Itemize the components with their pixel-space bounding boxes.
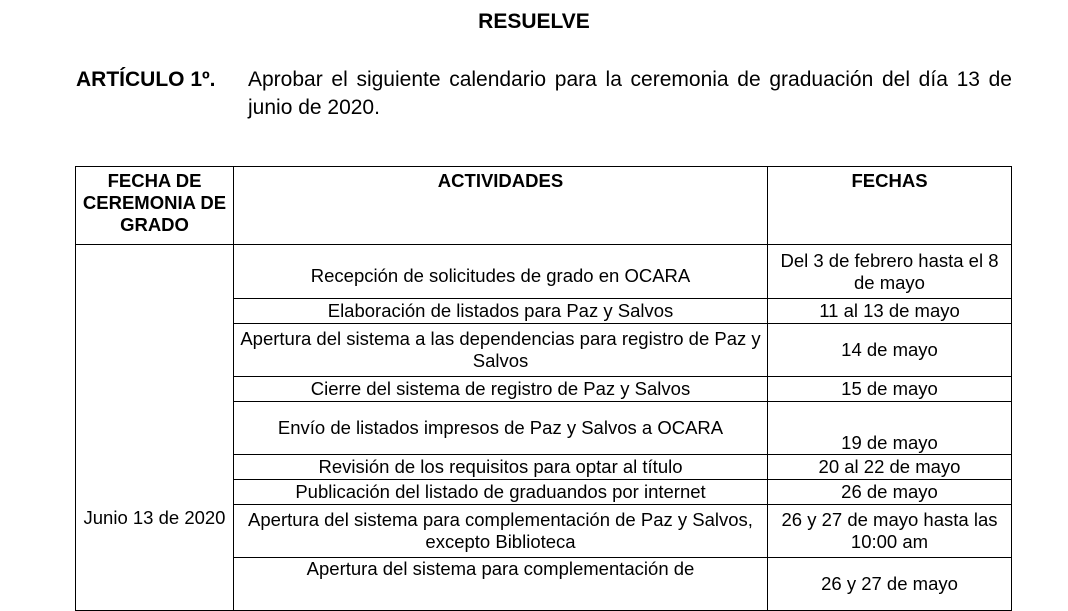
- activity-cell: Apertura del sistema para complementación de: [234, 558, 768, 611]
- table-header-row: [76, 167, 1012, 245]
- activity-cell: Apertura del sistema para complementación de Paz y Salvos, excepto Biblioteca: [234, 505, 768, 558]
- article-text: Aprobar el siguiente calendario para la ceremonia de graduación del día 13 de junio de 2020.: [248, 68, 1012, 119]
- activity-cell: Revisión de los requisitos para optar al título: [234, 455, 768, 480]
- date-cell: 14 de mayo: [768, 324, 1012, 377]
- activity-cell: Envío de listados impresos de Paz y Salvos a OCARA: [234, 402, 768, 455]
- activity-cell: Apertura del sistema a las dependencias para registro de Paz y Salvos: [234, 324, 768, 377]
- header-activities: ACTIVIDADES: [234, 167, 768, 245]
- activity-cell: Recepción de solicitudes de grado en OCARA: [234, 245, 768, 299]
- table-row: [76, 245, 1012, 299]
- date-cell: 26 y 27 de mayo hasta las 10:00 am: [768, 505, 1012, 558]
- date-cell: 20 al 22 de mayo: [768, 455, 1012, 480]
- activity-cell: Publicación del listado de graduandos por internet: [234, 480, 768, 505]
- header-dates: FECHAS: [768, 167, 1012, 245]
- date-cell: 26 de mayo: [768, 480, 1012, 505]
- ceremony-date-cell: Junio 13 de 2020: [76, 245, 234, 611]
- activity-cell: Elaboración de listados para Paz y Salvos: [234, 299, 768, 324]
- header-ceremony-date: FECHA DE CEREMONIA DE GRADO: [76, 167, 234, 245]
- date-cell: 11 al 13 de mayo: [768, 299, 1012, 324]
- date-cell: 19 de mayo: [768, 402, 1012, 455]
- date-cell: 26 y 27 de mayo: [768, 558, 1012, 611]
- article-paragraph: [76, 66, 1012, 122]
- date-cell: Del 3 de febrero hasta el 8 de mayo: [768, 245, 1012, 299]
- activity-cell: Cierre del sistema de registro de Paz y Salvos: [234, 377, 768, 402]
- graduation-calendar-table: [75, 166, 1012, 611]
- article-label: ARTÍCULO 1º.: [76, 68, 216, 91]
- section-heading: RESUELVE: [478, 10, 590, 33]
- date-cell: 15 de mayo: [768, 377, 1012, 402]
